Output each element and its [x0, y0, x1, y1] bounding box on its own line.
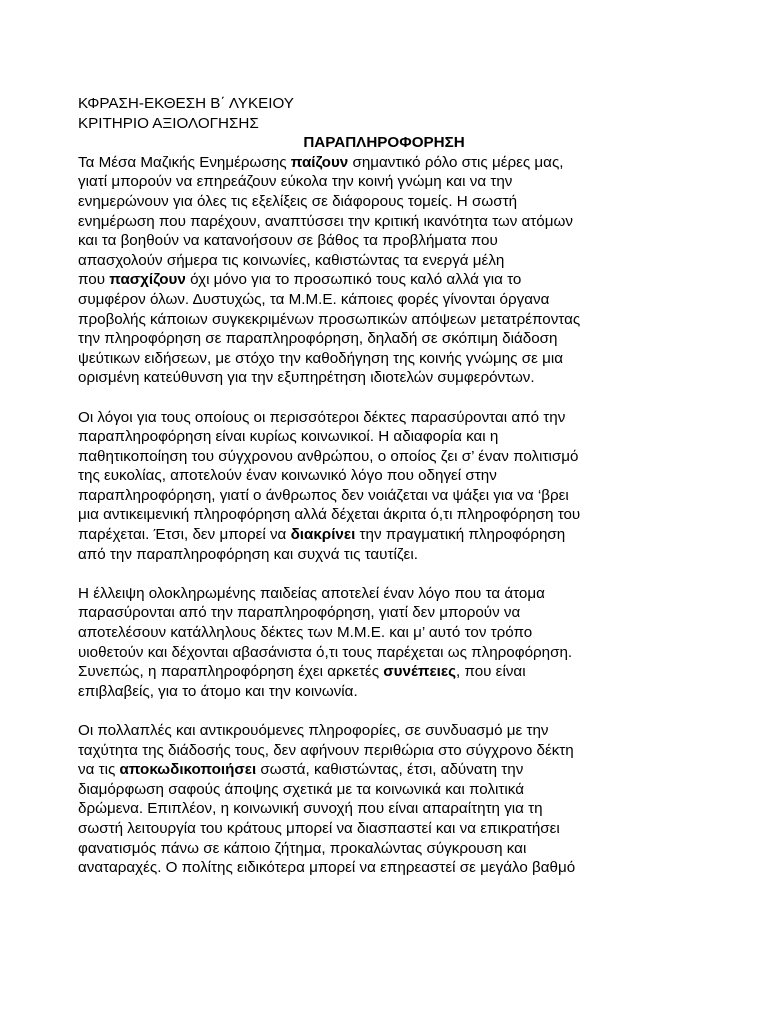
text-line — [78, 427, 690, 447]
text-line — [78, 212, 690, 232]
paragraph — [78, 721, 690, 878]
text-line — [78, 505, 690, 525]
text-segment: μια αντικειμενική πληροφόρηση αλλά δέχεται άκριτα ό,τι πληροφόρηση του — [78, 506, 581, 524]
text-segment: απασχολούν σήμερα τις κοινωνίες, καθιστώντας τα ενεργά μέλη — [78, 251, 505, 269]
text-line — [78, 251, 690, 271]
text-line — [78, 819, 690, 839]
text-line — [78, 447, 690, 467]
text-segment: να τις — [78, 761, 120, 779]
text-line — [78, 368, 690, 388]
text-line — [78, 662, 690, 682]
text-line — [78, 545, 690, 565]
text-segment: ταχύτητα της διάδοσής τους, δεν αφήνουν περιθώρια στο σύγχρονο δέκτη — [78, 741, 574, 759]
text-line — [78, 231, 690, 251]
text-segment: σωστά, καθιστώντας, έτσι, αδύνατη την — [256, 761, 524, 779]
text-segment: Τα Μέσα Μαζικής Ενημέρωσης — [78, 153, 291, 171]
text-segment: επιβλαβείς, για το άτομο και την κοινωνία. — [78, 682, 358, 700]
text-segment: της ευκολίας, αποτελούν έναν κοινωνικό λόγο που οδηγεί στην — [78, 467, 497, 485]
text-line — [78, 780, 690, 800]
document-page — [78, 94, 690, 897]
text-line — [78, 584, 690, 604]
emphasized-word: παίζουν — [290, 153, 349, 171]
text-segment: ενημερώνουν για όλες τις εξελίξεις σε διάφορους τομείς. Η σωστή — [78, 192, 518, 210]
text-segment: συμφέρον όλων. Δυστυχώς, τα Μ.Μ.Ε. κάποιες φορές γίνονται όργανα — [78, 290, 550, 308]
text-line — [78, 721, 690, 741]
text-segment: την πληροφόρηση σε παραπληροφόρηση, δηλαδή σε σκόπιμη διάδοση — [78, 330, 558, 348]
text-line — [78, 349, 690, 369]
text-segment: όχι μόνο για το προσωπικό τους καλό αλλά για το — [185, 271, 522, 289]
text-segment: δρώμενα. Επιπλέον, η κοινωνική συνοχή που είναι απαραίτητη για τη — [78, 800, 543, 818]
text-segment: Η έλλειψη ολοκληρωμένης παιδείας αποτελεί έναν λόγο που τα άτομα — [78, 584, 545, 602]
text-segment: παραπληροφόρηση, γιατί ο άνθρωπος δεν νοιάζεται να ψάξει για να ‘βρει — [78, 486, 569, 504]
text-segment: προβολής κάποιων συγκεκριμένων προσωπικών απόψεων μετατρέποντας — [78, 310, 581, 328]
text-line — [78, 466, 690, 486]
text-line — [78, 486, 690, 506]
text-segment: σημαντικό ρόλο στις μέρες μας, — [348, 153, 564, 171]
text-segment: αναταραχές. Ο πολίτης ειδικότερα μπορεί να επηρεαστεί σε μεγάλο βαθμό — [78, 859, 576, 877]
text-segment: παρέχεται. Έτσι, δεν μπορεί να — [78, 526, 291, 544]
paragraph — [78, 153, 690, 388]
text-segment: παραπληροφόρηση είναι κυρίως κοινωνικοί. Η αδιαφορία και η — [78, 428, 499, 446]
text-segment: παθητικοποίηση του σύγχρονου ανθρώπου, ο οποίος ζει σ’ έναν πολιτισμό — [78, 447, 579, 465]
text-line — [78, 310, 690, 330]
course-heading: ΚΦΡΑΣΗ-ΕΚΘΕΣΗ Β΄ ΛΥΚΕΙΟΥ — [78, 95, 294, 112]
text-segment: ενημέρωση που παρέχουν, αναπτύσσει την κριτική ικανότητα των ατόμων — [78, 212, 573, 230]
text-line — [78, 760, 690, 780]
emphasized-word: συνέπειες — [383, 663, 456, 681]
text-segment: φανατισμός πάνω σε κάποιο ζήτημα, προκαλώντας σύγκρουση και — [78, 839, 527, 857]
text-segment: και τα βοηθούν να κατανοήσουν σε βάθος τα προβλήματα που — [78, 232, 498, 250]
test-heading: ΚΡΙΤΗΡΙΟ ΑΞΙΟΛΟΓΗΣΗΣ — [78, 114, 259, 132]
text-line — [78, 643, 690, 663]
text-segment: ορισμένη κατεύθυνση για την εξυπηρέτηση ιδιοτελών συμφερόντων. — [78, 369, 535, 387]
text-line — [78, 270, 690, 290]
text-segment: την πραγματική πληροφόρηση — [355, 526, 566, 544]
text-segment: που — [78, 271, 110, 289]
text-line — [78, 682, 690, 702]
text-line — [78, 192, 690, 212]
text-line — [78, 329, 690, 349]
text-segment: από την παραπληροφόρηση και συχνά τις ταυτίζει. — [78, 545, 418, 563]
paragraph — [78, 584, 690, 702]
text-segment: υιοθετούν και δέχονται αβασάνιστα ό,τι τους παρέχεται ως πληροφόρηση. — [78, 643, 573, 661]
text-line — [78, 172, 690, 192]
text-segment: Συνεπώς, η παραπληροφόρηση έχει αρκετές — [78, 663, 384, 681]
text-line — [78, 623, 690, 643]
text-segment: Οι πολλαπλές και αντικρουόμενες πληροφορίες, σε συνδυασμό με την — [78, 722, 549, 739]
text-line — [78, 525, 690, 545]
text-segment: αποτελέσουν κατάλληλους δέκτες των Μ.Μ.Ε. και μ’ αυτό τον τρόπο — [78, 624, 533, 642]
text-segment: γιατί μπορούν να επηρεάζουν εύκολα την κοινή γνώμη και να την — [78, 173, 513, 191]
paragraph — [78, 408, 690, 565]
text-segment: Οι λόγοι για τους οποίους οι περισσότεροι δέκτες παρασύρονται από την — [78, 408, 566, 426]
document-title: ΠΑΡΑΠΛΗΡΟΦΟΡΗΣΗ — [303, 134, 465, 152]
text-line — [78, 839, 690, 859]
emphasized-word: πασχίζουν — [109, 271, 186, 289]
text-segment: σωστή λειτουργία του κράτους μπορεί να διασπαστεί και να επικρατήσει — [78, 819, 560, 837]
text-segment: ψεύτικων ειδήσεων, με στόχο την καθοδήγηση της κοινής γνώμης σε μια — [78, 349, 563, 367]
text-line — [78, 290, 690, 310]
emphasized-word: διακρίνει — [290, 526, 356, 544]
text-line — [78, 799, 690, 819]
text-line — [78, 858, 690, 878]
text-segment: διαμόρφωση σαφούς άποψης σχετικά με τα κοινωνικά και πολιτικά — [78, 780, 524, 798]
text-line — [78, 741, 690, 761]
emphasized-word: αποκωδικοποιήσει — [119, 761, 257, 779]
text-line — [78, 408, 690, 428]
text-line — [78, 153, 690, 173]
text-segment: παρασύρονται από την παραπληροφόρηση, γιατί δεν μπορούν να — [78, 604, 521, 622]
text-line — [78, 603, 690, 623]
text-segment: , που είναι — [456, 663, 526, 681]
body-text — [78, 153, 690, 878]
